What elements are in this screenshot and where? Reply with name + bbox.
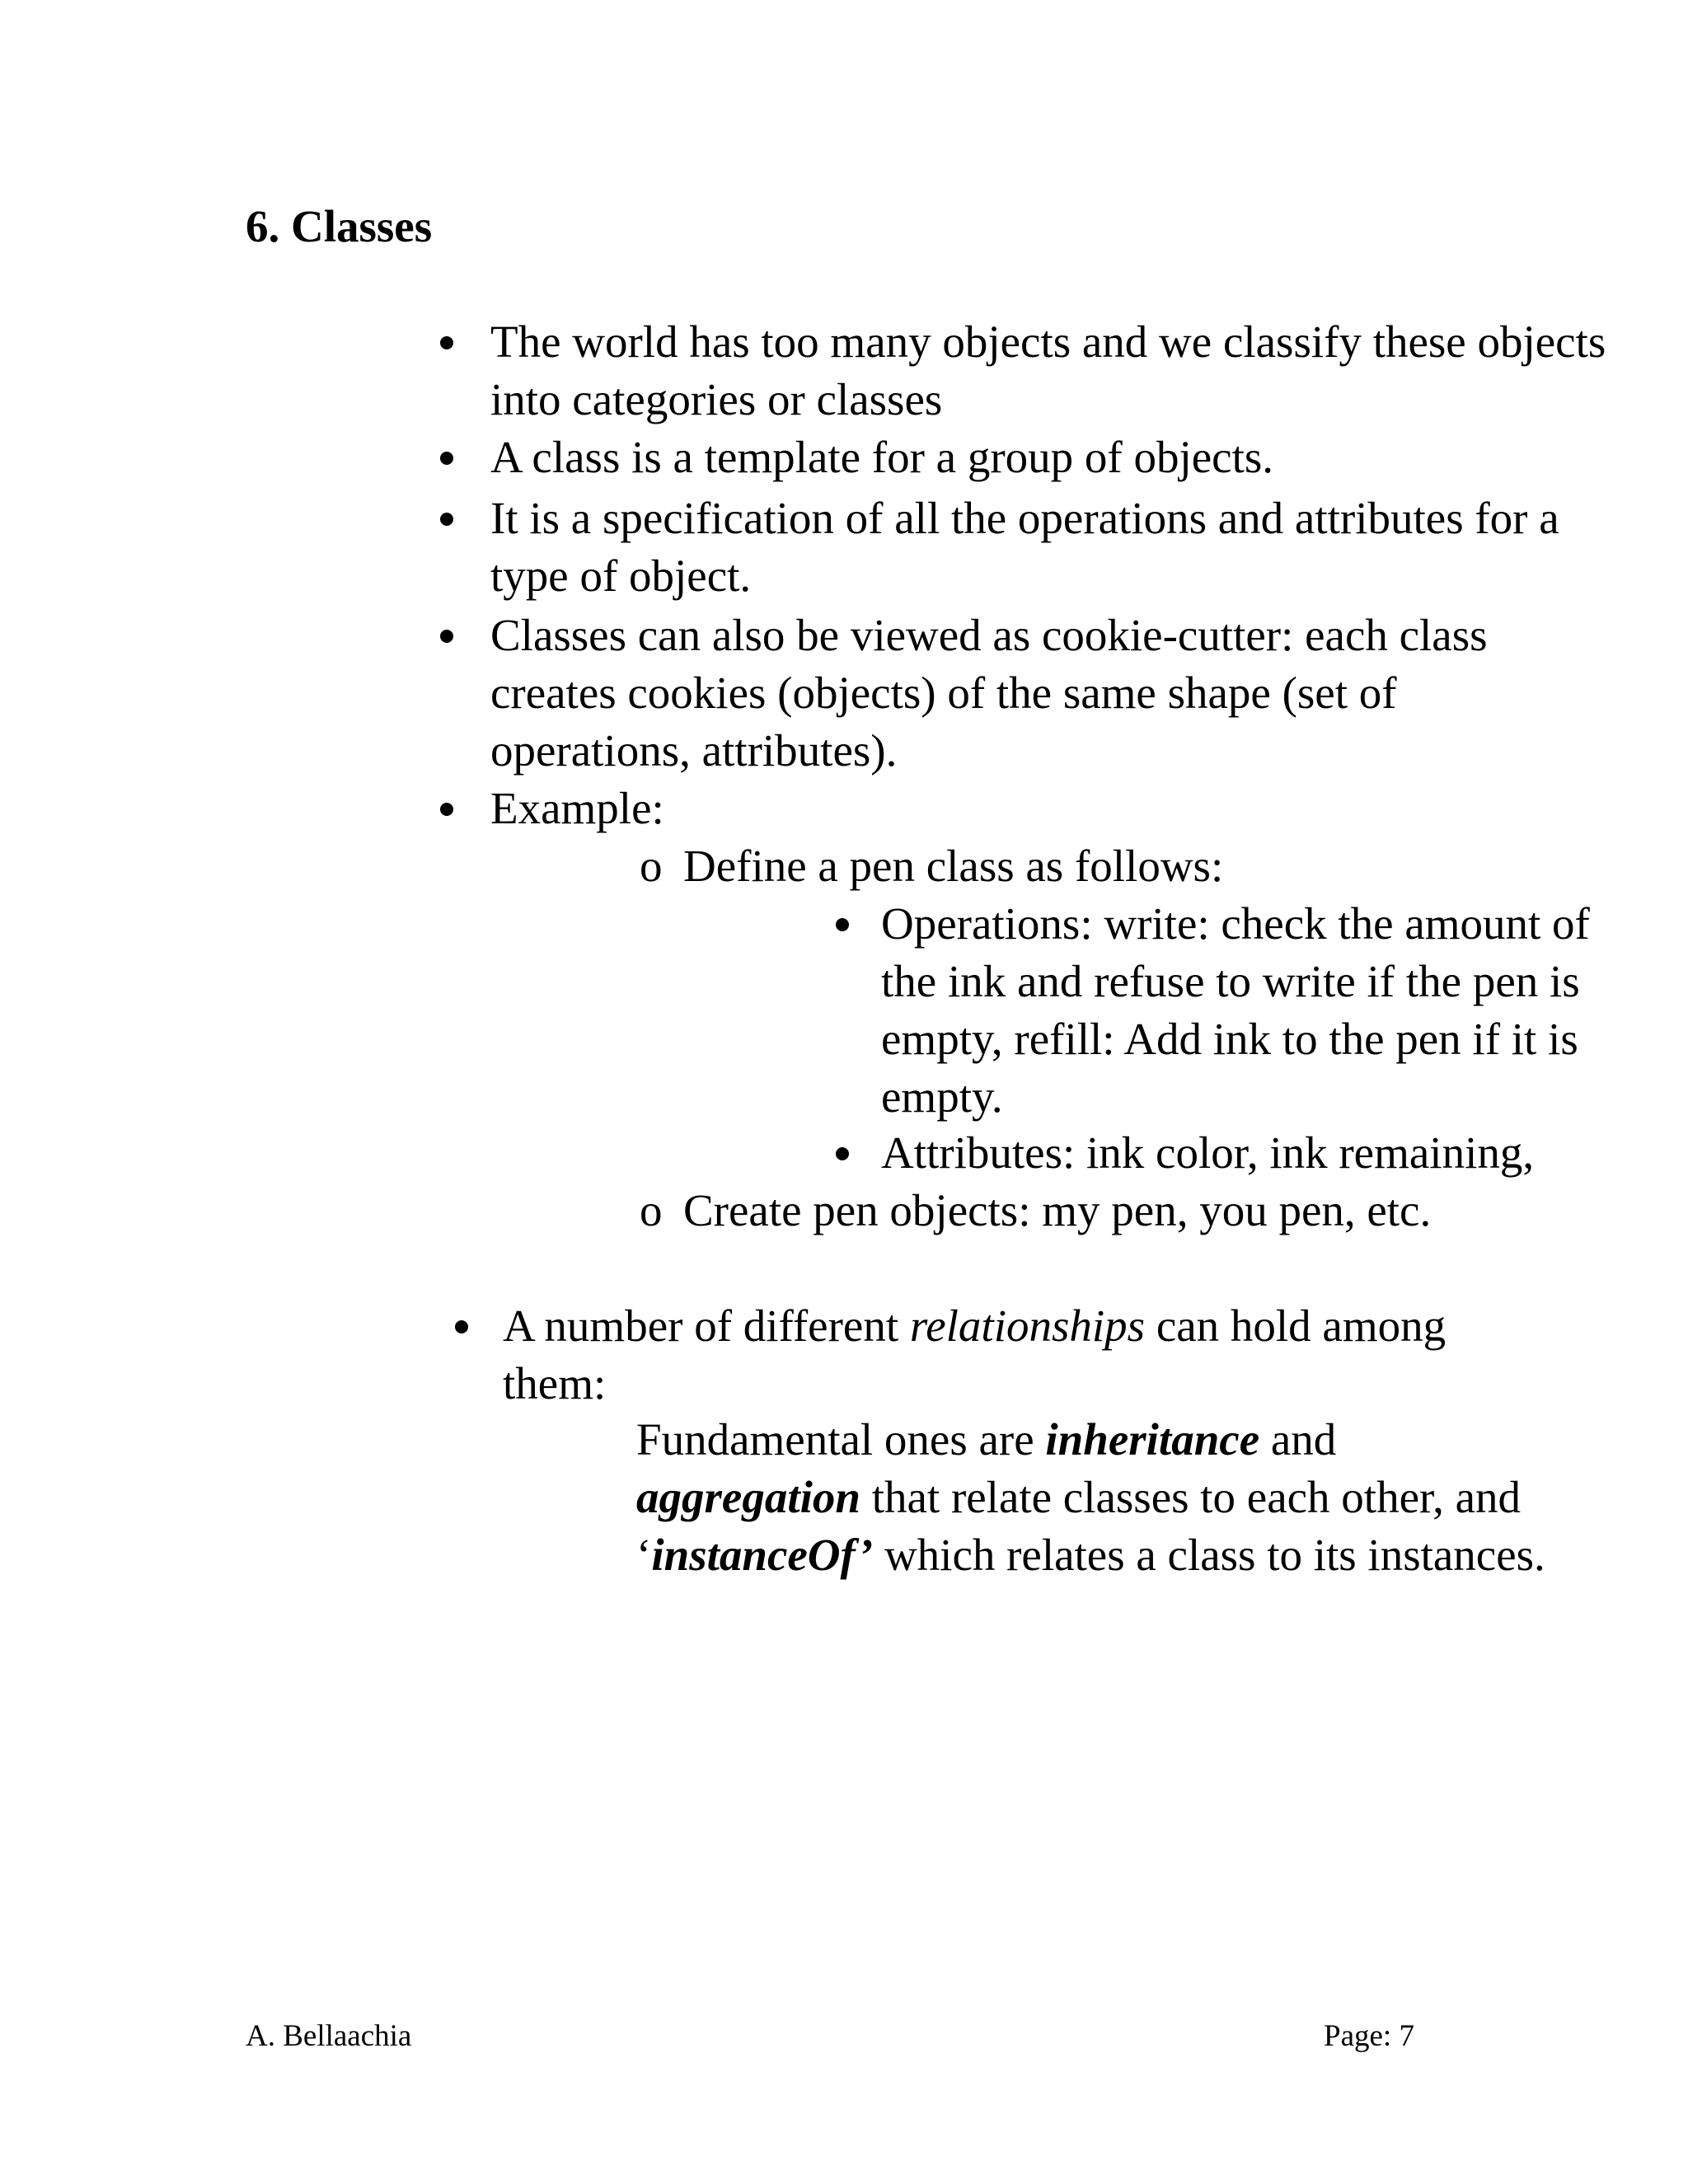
instanceof-term: instanceOf’	[651, 1530, 874, 1580]
bullet-icon	[440, 630, 453, 643]
nested-list-item	[832, 895, 1624, 1126]
nested-list-item-text: Operations: write: check the amount of the ink and refuse to write if the pen is empty, refill: Add ink to the pen if it is empty.	[881, 898, 1590, 1122]
sub-list-item	[640, 837, 1629, 895]
nested-list-item	[832, 1124, 1624, 1182]
relationships-lead: A number of different	[503, 1301, 910, 1351]
relationships-text	[452, 1297, 1540, 1413]
relationships-tail: can hold among them:	[503, 1301, 1447, 1408]
bullet-icon	[836, 918, 849, 931]
list-item	[437, 607, 1607, 780]
section-heading: 6. Classes	[246, 201, 433, 251]
list-item-text: The world has too many objects and we classify these objects into categories or classes	[490, 316, 1606, 424]
sub-list-item	[640, 1182, 1629, 1240]
inheritance-term: inheritance	[1045, 1414, 1260, 1465]
nested-list-item-text: Attributes: ink color, ink remaining,	[881, 1127, 1535, 1178]
bullet-icon	[440, 336, 453, 349]
footer-author: A. Bellaachia	[246, 2019, 412, 2053]
bullet-icon	[440, 513, 453, 526]
fundamental-paragraph	[636, 1411, 1667, 1584]
list-item-text: It is a specification of all the operations and attributes for a type of object.	[490, 493, 1559, 601]
circle-bullet-icon: o	[640, 841, 663, 891]
footer-page-number: Page: 7	[1324, 2019, 1414, 2053]
bullet-icon	[455, 1320, 468, 1333]
sub-list-item-text: Create pen objects: my pen, you pen, etc.	[683, 1185, 1432, 1235]
list-item-text: A class is a template for a group of objects.	[490, 432, 1274, 482]
list-item	[437, 313, 1632, 429]
fundamental-line-1: Fundamental ones are inheritance and	[636, 1414, 1337, 1465]
aggregation-term: aggregation	[636, 1472, 860, 1522]
list-item-text: Classes can also be viewed as cookie-cutter: each class creates cookies (objects) of the same shape (set of operations, attributes).	[490, 610, 1488, 776]
sub-list-item-text: Define a pen class as follows:	[683, 841, 1224, 891]
bullet-icon	[440, 803, 453, 816]
circle-bullet-icon: o	[640, 1185, 663, 1235]
fundamental-line-2: aggregation that relate classes to each other, and	[636, 1472, 1522, 1522]
bullet-icon	[440, 452, 453, 465]
list-item	[437, 780, 1591, 837]
list-item	[437, 490, 1624, 605]
relationships-term: relationships	[909, 1301, 1146, 1351]
list-item-text: Example:	[490, 783, 664, 833]
bullet-icon	[836, 1147, 849, 1160]
list-item	[437, 429, 1632, 486]
list-item	[452, 1297, 1540, 1413]
fundamental-line-3: ‘instanceOf’ which relates a class to its instances.	[636, 1530, 1545, 1580]
